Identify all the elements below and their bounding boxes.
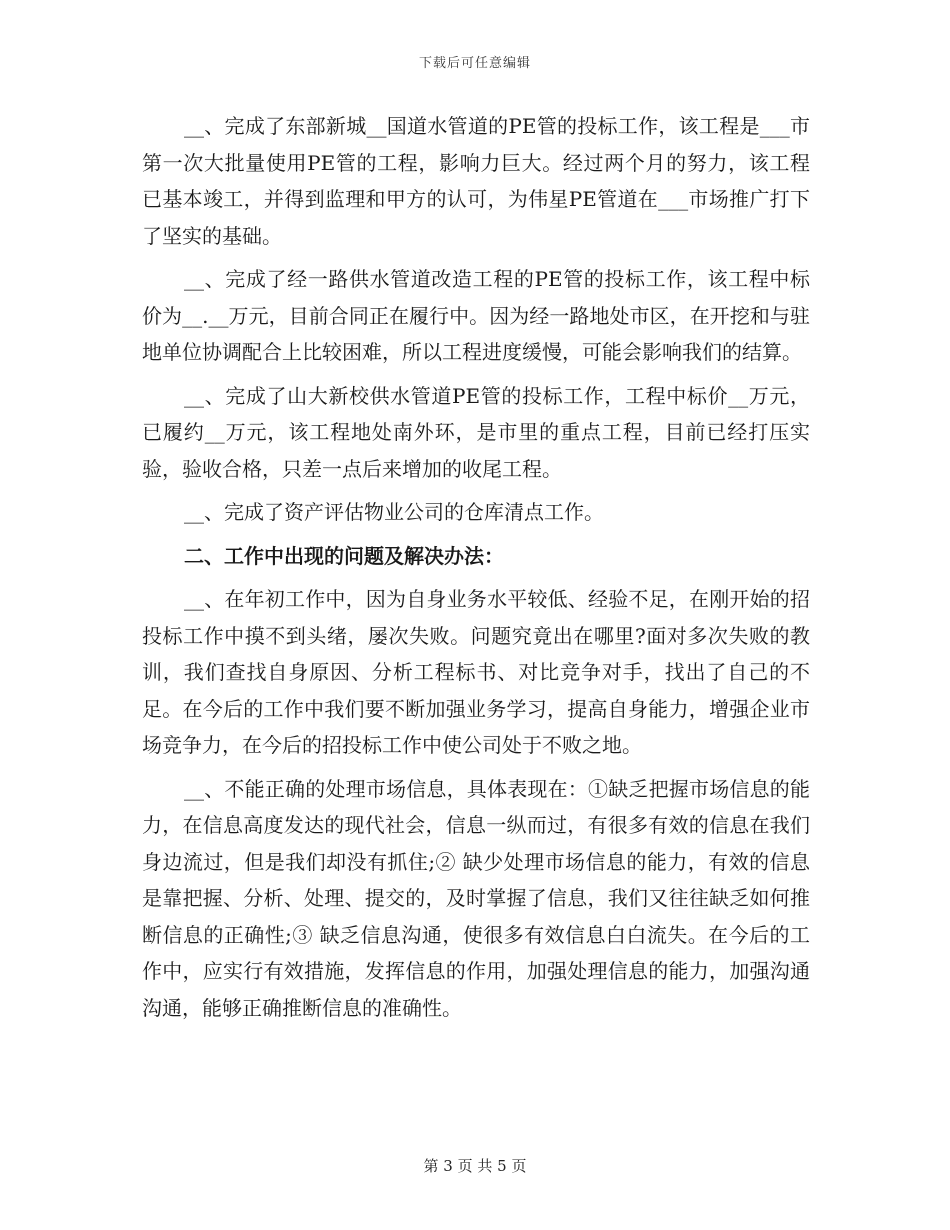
paragraph-problem-2: __、不能正确的处理市场信息，具体表现在：①缺乏把握市场信息的能力，在信息高度发达的现代社会，信息一纵而过，有很多有效的信息在我们身边流过，但是我们却没有抓住;② 缺少处理市场信息的能力，有效的信息是靠把握、分析、处理、提交的，及时掌握了信息，我们又往往缺乏如何推断信息的正确性;③ 缺乏信息沟通，使很多有效信息白白流失。在今后的工作中，应实行有效措施，发挥信息的作用，加强处理信息的能力，加强沟通沟通，能够正确推断信息的准确性。 xyxy=(142,776,810,1020)
paragraph-item-3: __、完成了山大新校供水管道PE管的投标工作，工程中标价__万元，已履约__万元，该工程地处南外环，是市里的重点工程，目前已经打压实验，验收合格，只差一点后来增加的收尾工程。 xyxy=(142,383,810,481)
page-footer: 第 3 页 共 5 页 xyxy=(423,1157,527,1175)
section-heading: 二、工作中出现的问题及解决办法： xyxy=(184,543,504,568)
paragraph-item-4: __、完成了资产评估物业公司的仓库清点工作。 xyxy=(184,500,604,524)
document-body xyxy=(142,108,810,1033)
paragraph-problem-1: __、在年初工作中，因为自身业务水平较低、经验不足，在刚开始的招投标工作中摸不到头绪，屡次失败。问题究竟出在哪里?面对多次失败的教训，我们查找自身原因、分析工程标书、对比竞争对手，找出了自己的不足。在今后的工作中我们要不断加强业务学习，提高自身能力，增强企业市场竞争力，在今后的招投标工作中使公司处于不败之地。 xyxy=(142,587,810,757)
paragraph-item-2: __、完成了经一路供水管道改造工程的PE管的投标工作，该工程中标价为__.__万元，目前合同正在履行中。因为经一路地处市区，在开挖和与驻地单位协调配合上比较困难，所以工程进度缓慢，可能会影响我们的结算。 xyxy=(142,267,810,364)
page-header: 下载后可任意编辑 xyxy=(418,56,531,71)
paragraph-item-1: __、完成了东部新城__国道水管道的PE管的投标工作，该工程是___市第一次大批量使用PE管的工程，影响力巨大。经过两个月的努力，该工程已基本竣工，并得到监理和甲方的认可，为伟星PE管道在___市场推广打下了坚实的基础。 xyxy=(142,114,810,248)
